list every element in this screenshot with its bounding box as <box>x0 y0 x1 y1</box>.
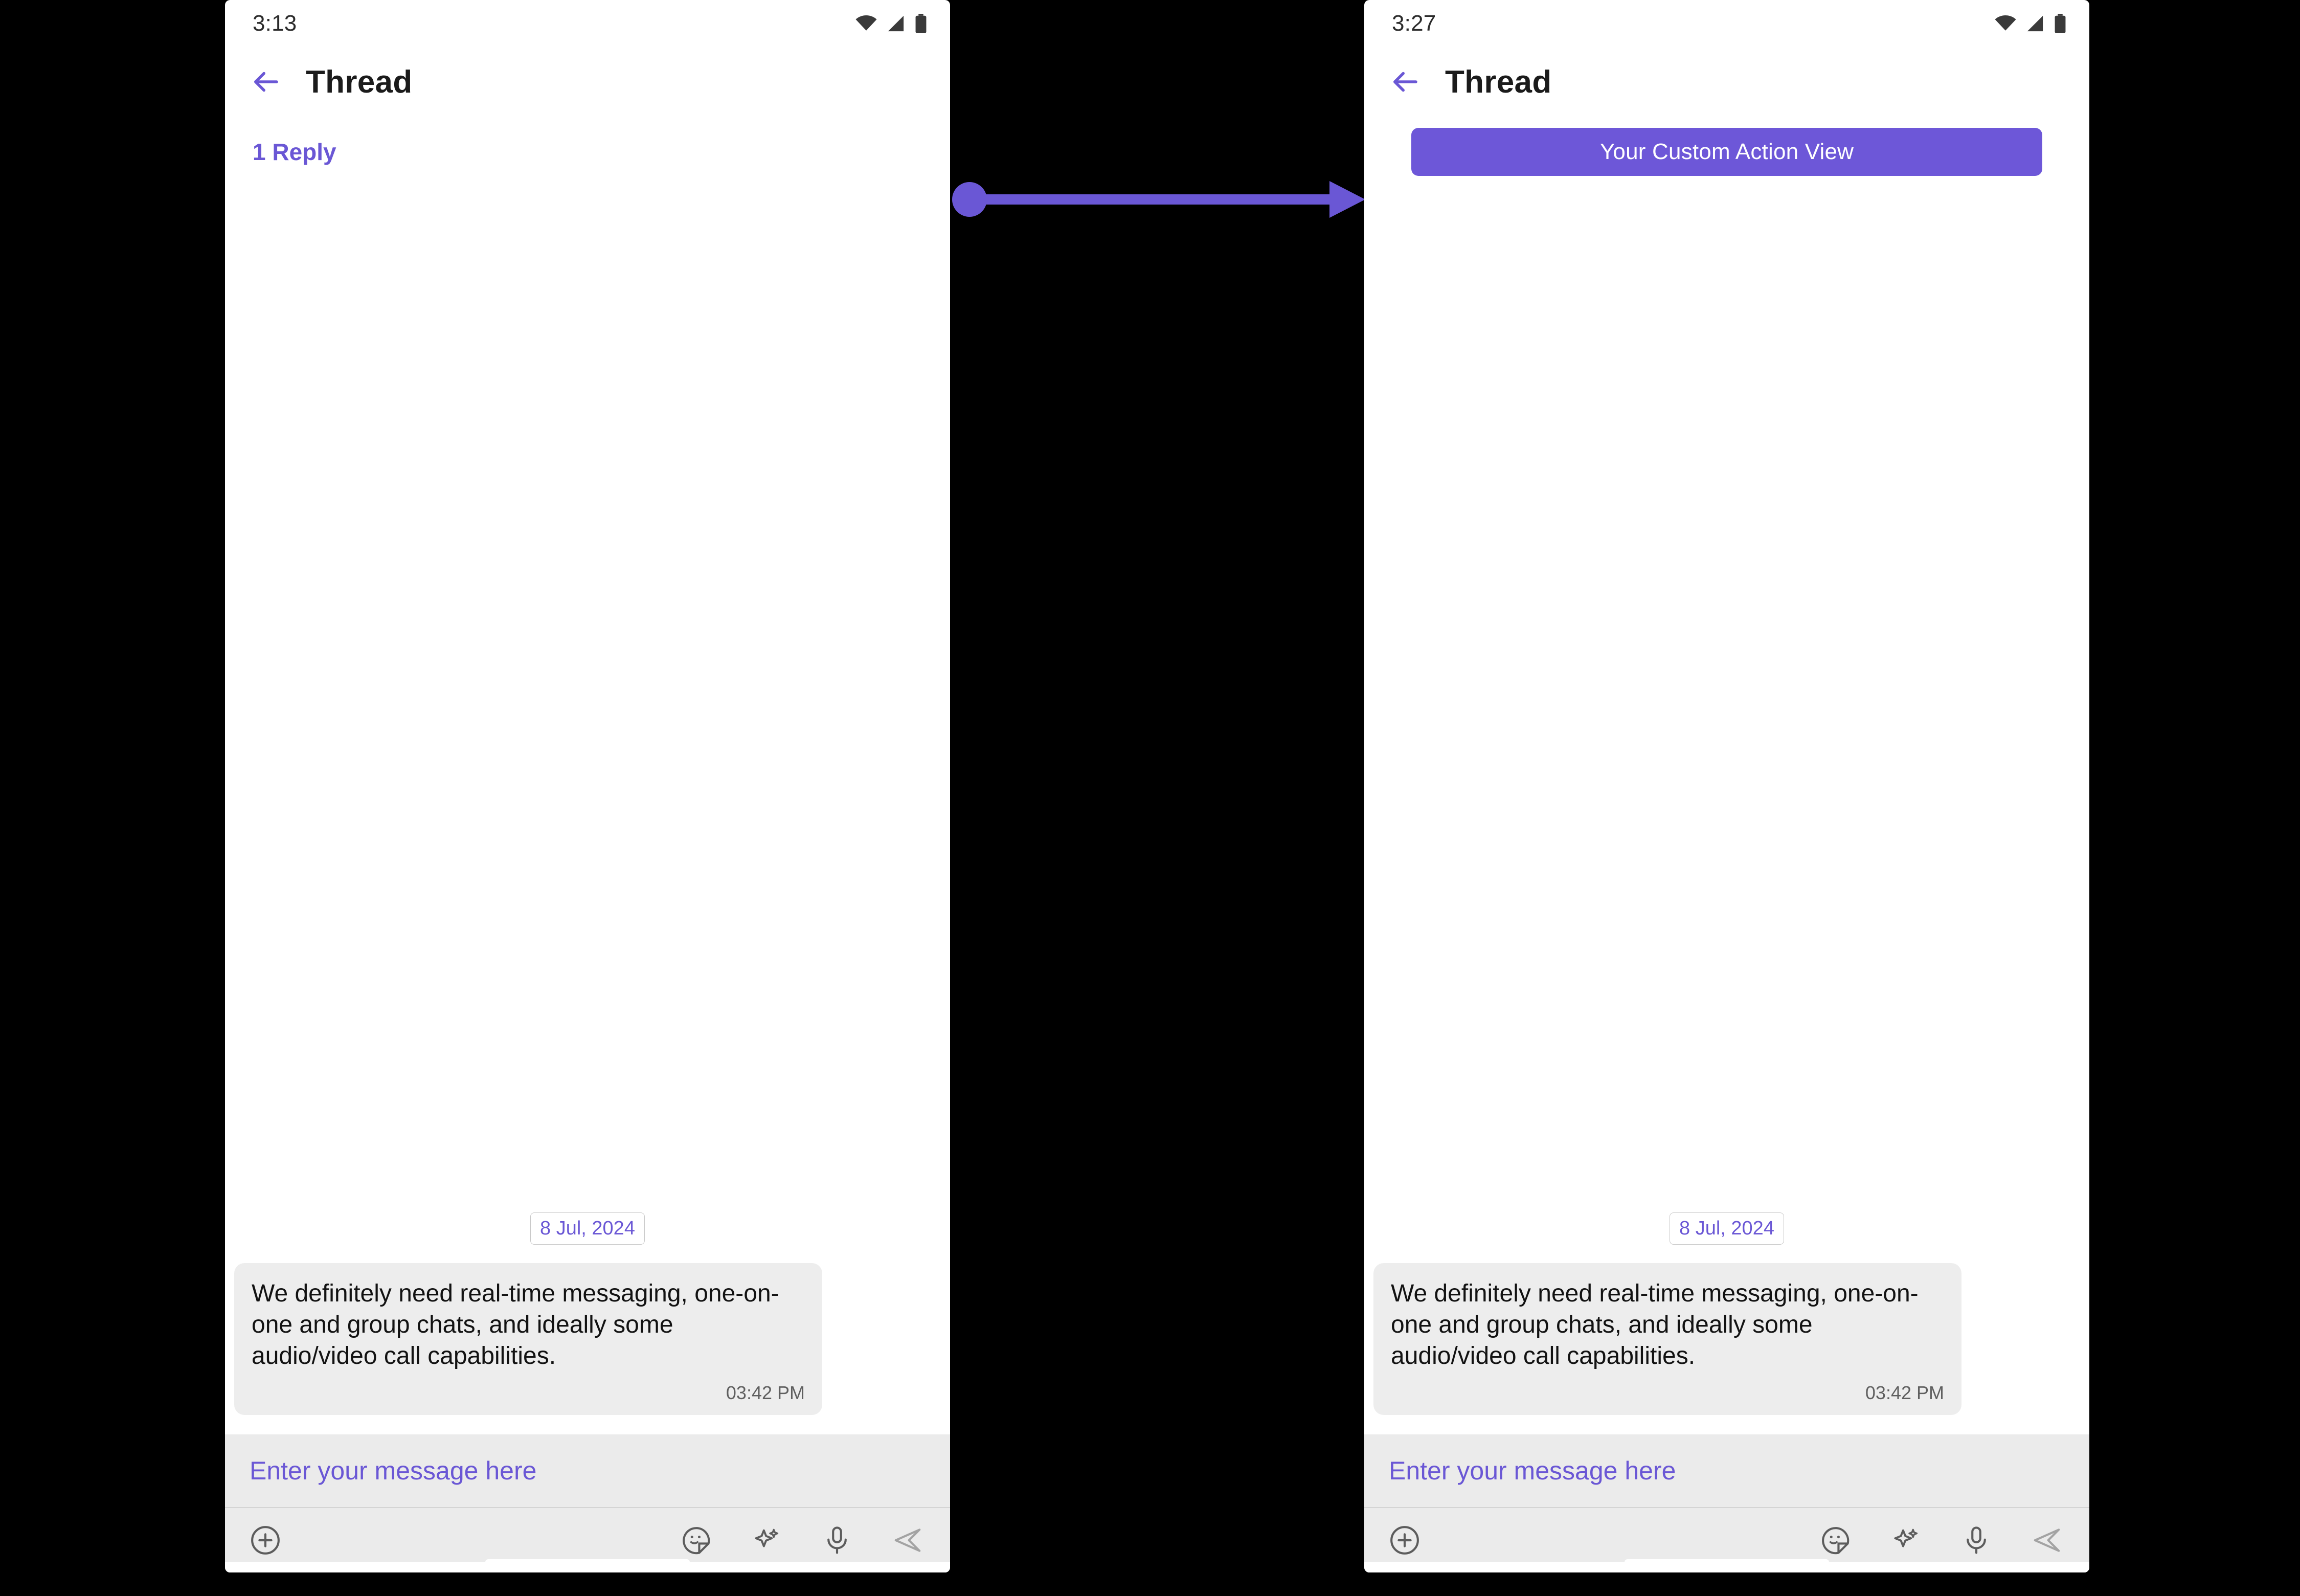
phone-screen-before <box>225 0 950 1572</box>
microphone-icon[interactable] <box>1960 1524 1992 1556</box>
reply-count-label: 1 Reply <box>253 139 336 165</box>
battery-icon <box>2054 14 2067 33</box>
message-composer <box>225 1434 950 1572</box>
sparkles-icon[interactable] <box>1890 1524 1922 1556</box>
composer-actions-left <box>1389 1524 1420 1556</box>
back-arrow-icon[interactable] <box>1388 65 1422 99</box>
home-indicator <box>1625 1559 1829 1565</box>
message-input-placeholder: Enter your message here <box>1389 1456 1676 1485</box>
page-title: Thread <box>306 64 413 100</box>
sticker-icon[interactable] <box>680 1524 712 1556</box>
status-bar <box>1364 0 2089 47</box>
message-bubble[interactable] <box>1373 1263 1961 1415</box>
back-arrow-icon[interactable] <box>249 65 282 99</box>
transition-arrow <box>951 169 1365 230</box>
message-timestamp: 03:42 PM <box>1865 1382 1944 1403</box>
home-indicator <box>485 1559 690 1565</box>
message-text: We definitely need real-time messaging, one-on-one and group chats, and ideally some audio/video call capabilities. <box>1391 1280 1919 1370</box>
message-input-placeholder: Enter your message here <box>250 1456 537 1485</box>
message-list-spacer <box>1364 176 2089 1212</box>
custom-action-view[interactable]: Your Custom Action View <box>1411 128 2042 176</box>
message-timestamp: 03:42 PM <box>726 1382 805 1403</box>
phone-screen-after <box>1364 0 2089 1572</box>
sticker-icon[interactable] <box>1819 1524 1851 1556</box>
message-bubble[interactable] <box>234 1263 822 1415</box>
message-composer <box>1364 1434 2089 1572</box>
thread-body <box>225 117 950 1572</box>
date-divider: 8 Jul, 2024 <box>530 1212 645 1245</box>
sparkles-icon[interactable] <box>751 1524 782 1556</box>
app-bar <box>1364 47 2089 117</box>
wifi-icon <box>1994 15 2017 32</box>
app-bar <box>225 47 950 117</box>
status-icons <box>855 14 928 33</box>
send-icon[interactable] <box>2031 1524 2063 1556</box>
message-text: We definitely need real-time messaging, one-on-one and group chats, and ideally some audio/video call capabilities. <box>252 1280 779 1370</box>
status-time: 3:27 <box>1392 11 1436 36</box>
microphone-icon[interactable] <box>821 1524 853 1556</box>
wifi-icon <box>855 15 877 32</box>
battery-icon <box>914 14 928 33</box>
composer-actions-right <box>1819 1524 2063 1556</box>
send-icon[interactable] <box>892 1524 923 1556</box>
composer-actions-left <box>250 1524 281 1556</box>
composer-actions-right <box>680 1524 923 1556</box>
plus-circle-icon[interactable] <box>1389 1524 1420 1556</box>
page-title: Thread <box>1445 64 1552 100</box>
cellular-signal-icon <box>2025 15 2045 32</box>
status-bar <box>225 0 950 47</box>
message-input[interactable] <box>225 1434 950 1508</box>
status-time: 3:13 <box>253 11 297 36</box>
message-list-spacer <box>225 166 950 1212</box>
date-divider: 8 Jul, 2024 <box>1670 1212 1784 1245</box>
plus-circle-icon[interactable] <box>250 1524 281 1556</box>
cellular-signal-icon <box>886 15 906 32</box>
message-input[interactable] <box>1364 1434 2089 1508</box>
thread-body <box>1364 117 2089 1572</box>
status-icons <box>1994 14 2067 33</box>
